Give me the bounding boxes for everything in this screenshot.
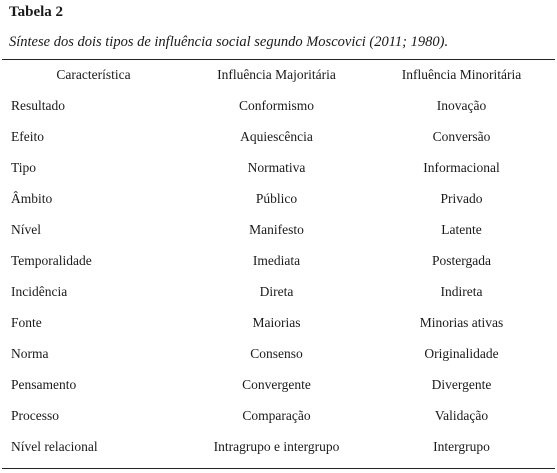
row-caracteristica: Temporalidade	[11, 252, 92, 268]
row-caracteristica: Resultado	[11, 97, 65, 113]
table-row	[2, 338, 555, 369]
row-influencia-majoritaria: Imediata	[252, 252, 301, 268]
table-row	[2, 121, 555, 152]
table-caption: Síntese dos dois tipos de influência social segundo Moscovici (2011; 1980).	[9, 34, 449, 50]
table-row	[2, 400, 555, 431]
table-row	[2, 245, 555, 276]
row-caracteristica: Pensamento	[11, 376, 77, 392]
row-caracteristica: Âmbito	[11, 190, 53, 206]
row-caracteristica: Incidência	[11, 283, 68, 299]
row-influencia-majoritaria: Convergente	[242, 376, 311, 392]
table-row	[2, 276, 555, 307]
row-influencia-minoritaria: Validação	[434, 407, 489, 423]
row-influencia-majoritaria: Consenso	[250, 345, 303, 361]
row-influencia-majoritaria: Manifesto	[249, 221, 304, 237]
table-row	[2, 214, 555, 245]
row-influencia-minoritaria: Originalidade	[424, 345, 499, 361]
row-caracteristica: Fonte	[11, 314, 42, 330]
row-influencia-majoritaria: Maiorias	[252, 314, 301, 330]
row-caracteristica: Nível relacional	[11, 438, 98, 454]
row-influencia-majoritaria: Normativa	[247, 159, 306, 175]
row-caracteristica: Tipo	[11, 159, 37, 175]
row-influencia-majoritaria: Aquiescência	[240, 128, 313, 144]
row-caracteristica: Nível	[11, 221, 41, 237]
row-influencia-minoritaria: Privado	[440, 190, 483, 206]
table-row	[2, 152, 555, 183]
header-row	[2, 60, 555, 90]
table-row	[2, 431, 555, 462]
row-influencia-minoritaria: Latente	[441, 221, 482, 237]
row-influencia-minoritaria: Intergrupo	[433, 438, 490, 454]
row-influencia-majoritaria: Direta	[259, 283, 294, 299]
table-row	[2, 369, 555, 400]
table-body	[2, 90, 555, 462]
table-header	[2, 60, 555, 90]
row-influencia-minoritaria: Indireta	[440, 283, 483, 299]
row-caracteristica: Efeito	[11, 128, 44, 144]
row-influencia-minoritaria: Minorias ativas	[419, 314, 504, 330]
row-influencia-majoritaria: Comparação	[242, 407, 311, 423]
comparison-table	[2, 60, 555, 462]
header-influencia-majoritaria: Influência Majoritária	[217, 67, 336, 82]
table-row	[2, 307, 555, 338]
header-caracteristica: Característica	[56, 67, 131, 82]
row-caracteristica: Processo	[11, 407, 59, 423]
header-influencia-minoritaria: Influência Minoritária	[401, 67, 522, 82]
row-influencia-minoritaria: Divergente	[431, 376, 492, 392]
table-row	[2, 90, 555, 121]
row-influencia-majoritaria: Público	[255, 190, 298, 206]
row-influencia-minoritaria: Informacional	[423, 159, 500, 175]
row-influencia-majoritaria: Conformismo	[238, 97, 314, 113]
row-influencia-minoritaria: Conversão	[432, 128, 491, 144]
row-influencia-minoritaria: Inovação	[436, 97, 487, 113]
row-influencia-majoritaria: Intragrupo e intergrupo	[213, 438, 340, 454]
table-title: Tabela 2	[9, 4, 64, 20]
bottom-rule	[2, 468, 555, 469]
row-caracteristica: Norma	[11, 345, 49, 361]
row-influencia-minoritaria: Postergada	[432, 252, 491, 268]
table-row	[2, 183, 555, 214]
